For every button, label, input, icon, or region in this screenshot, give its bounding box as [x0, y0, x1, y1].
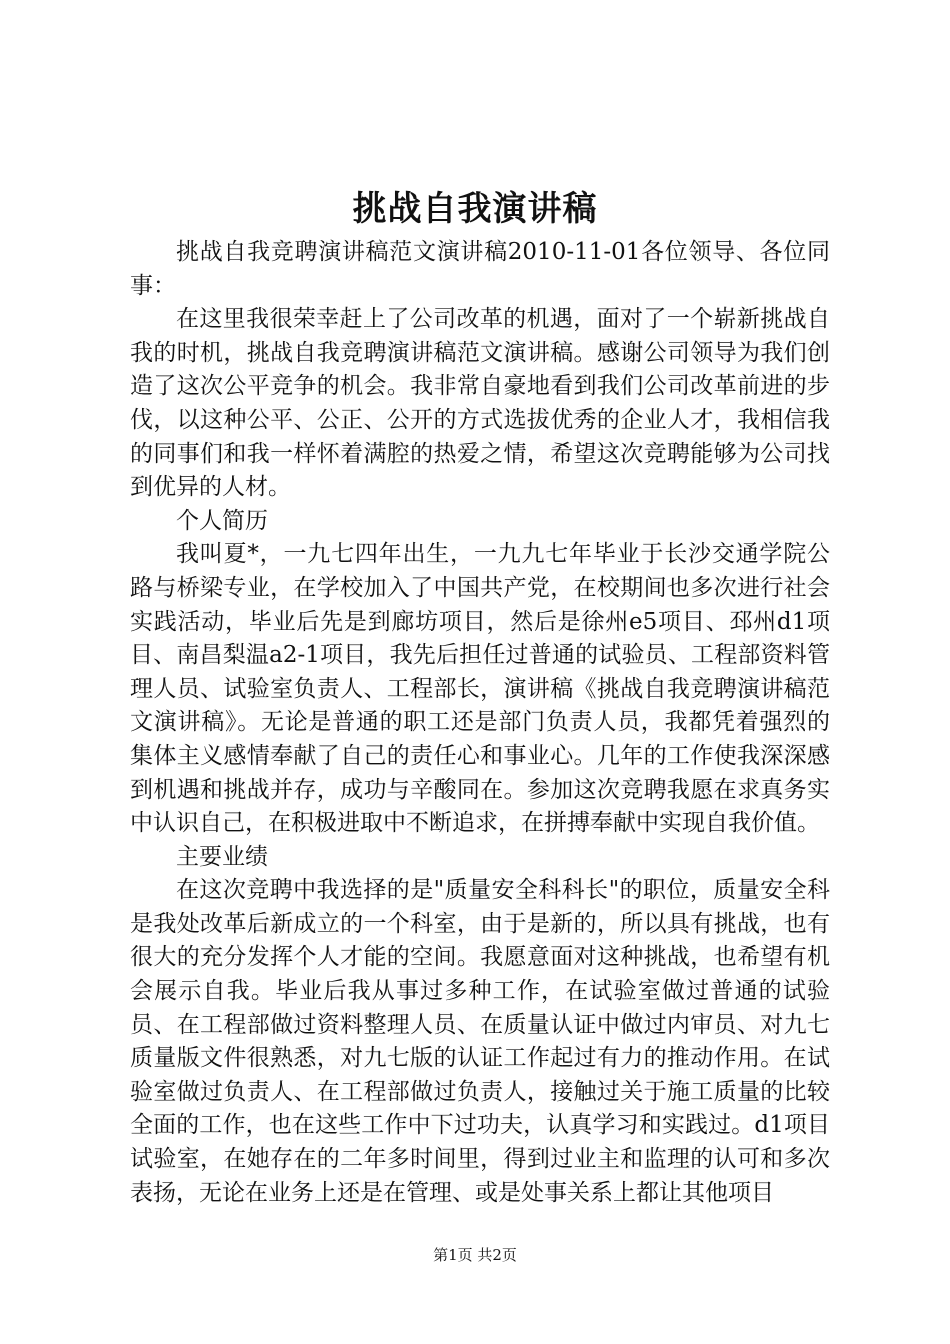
paragraph-resume: 我叫夏*，一九七四年出生，一九九七年毕业于长沙交通学院公路与桥梁专业，在学校加入了中国共产党，在校期间也多次进行社会实践活动，毕业后先是到廊坊项目，然后是徐州e5项目、邳州d1项目、南昌梨温a2-1项目，我先后担任过普通的试验员、工程部资料管理人员、试验室负责人、工程部长，演讲稿《挑战自我竞聘演讲稿范文演讲稿》。无论是普通的职工还是部门负责人员，我都凭着强烈的集体主义感情奉献了自己的责任心和事业心。几年的工作使我深深感到机遇和挑战并存，成功与辛酸同在。参加这次竞聘我愿在求真务实中认识自己，在积极进取中不断追求，在拼搏奉献中实现自我价值。 [130, 541, 830, 837]
paragraph-header-line: 挑战自我竞聘演讲稿范文演讲稿2010-11-01各位领导、各位同事： [130, 239, 830, 299]
page-footer: 第1页 共2页 [433, 1246, 517, 1264]
paragraph-achievements: 在这次竞聘中我选择的是"质量安全科科长"的职位，质量安全科是我处改革后新成立的一个科室，由于是新的，所以具有挑战，也有很大的充分发挥个人才能的空间。我愿意面对这种挑战，也希望有机会展示自我。毕业后我从事过多种工作，在试验室做过普通的试验员、在工程部做过资料整理人员、在质量认证中做过内审员、对九七质量版文件很熟悉，对九七版的认证工作起过有力的推动作用。在试验室做过负责人、在工程部做过负责人，接触过关于施工质量的比较全面的工作，也在这些工作中下过功夫，认真学习和实践过。d1项目试验室，在她存在的二年多时间里，得到过业主和监理的认可和多次表扬，无论在业务上还是在管理、或是处事关系上都让其他项目 [130, 877, 830, 1206]
section-heading-resume: 个人简历 [176, 507, 268, 534]
document-body [130, 236, 830, 1210]
section-heading-achievements: 主要业绩 [176, 843, 268, 870]
document-title: 挑战自我演讲稿 [352, 189, 598, 229]
paragraph-intro: 在这里我很荣幸赶上了公司改革的机遇，面对了一个崭新挑战自我的时机，挑战自我竞聘演讲稿范文演讲稿。感谢公司领导为我们创造了这次公平竞争的机会。我非常自豪地看到我们公司改革前进的步伐，以这种公平、公正、公开的方式选拔优秀的企业人才，我相信我的同事们和我一样怀着满腔的热爱之情，希望这次竞聘能够为公司找到优异的人材。 [130, 306, 830, 501]
